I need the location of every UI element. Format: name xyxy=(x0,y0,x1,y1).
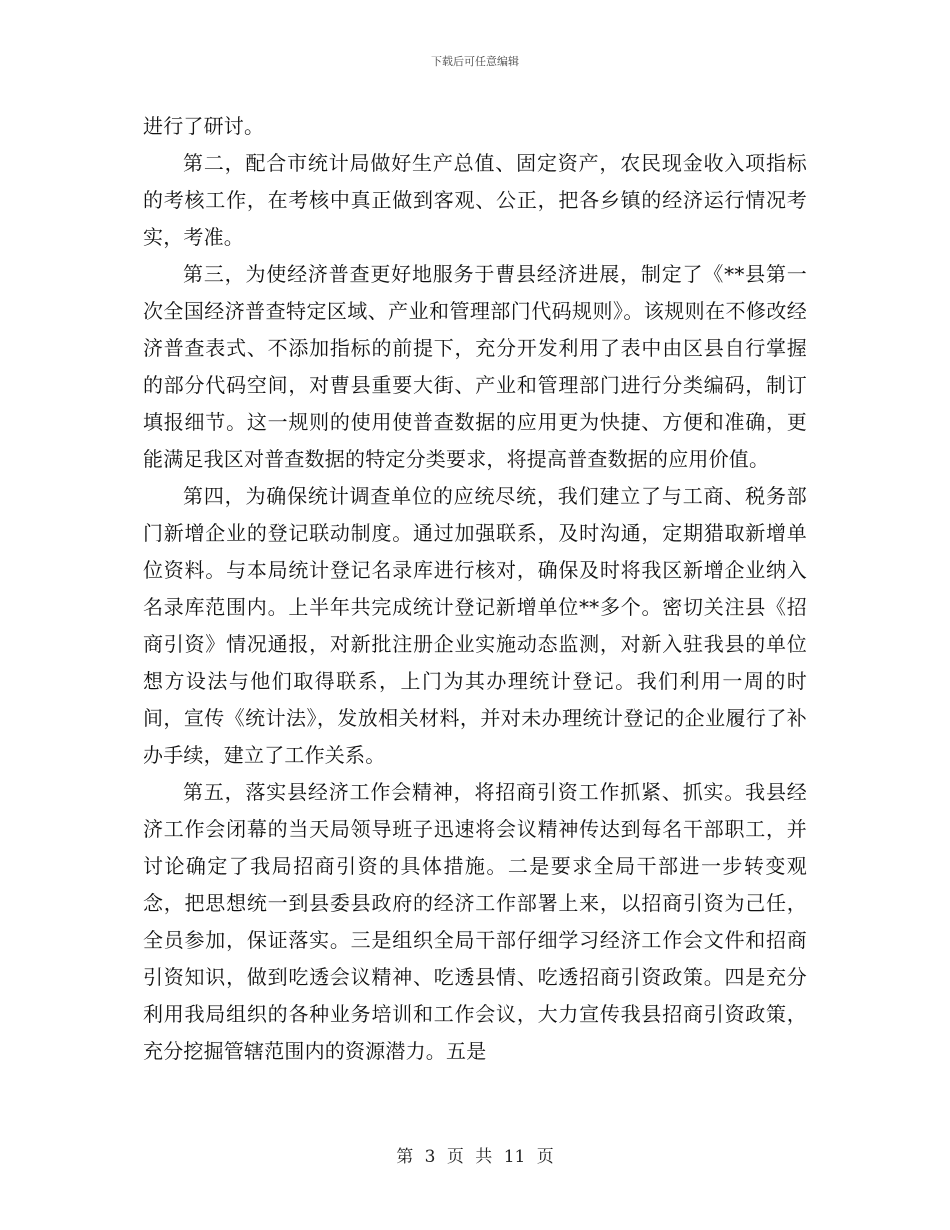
paragraph-second: 第二，配合市统计局做好生产总值、固定资产，农民现金收入项指标的考核工作，在考核中真正做到客观、公正，把各乡镇的经济运行情况考实，考准。 xyxy=(143,151,807,249)
paragraph-third: 第三，为使经济普查更好地服务于曹县经济进展，制定了《**县第一次全国经济普查特定区域、产业和管理部门代码规则》。该规则在不修改经济普查表式、不添加指标的前提下，充分开发利用了表中由区县自行掌握的部分代码空间，对曹县重要大街、产业和管理部门进行分类编码，制订填报细节。这一规则的使用使普查数据的应用更为快捷、方便和准确，更能满足我区对普查数据的特定分类要求，将提高普查数据的应用价值。 xyxy=(143,262,807,471)
paragraph-continuation: 进行了研讨。 xyxy=(143,114,265,138)
paragraph-fifth: 第五，落实县经济工作会精神，将招商引资工作抓紧、抓实。我县经济工作会闭幕的当天局领导班子迅速将会议精神传达到每名干部职工，并讨论确定了我局招商引资的具体措施。二是要求全局干部进一步转变观念，把思想统一到县委县政府的经济工作部署上来，以招商引资为己任，全员参加，保证落实。三是组织全局干部仔细学习经济工作会文件和招商引资知识，做到吃透会议精神、吃透县情、吃透招商引资政策。四是充分利用我局组织的各种业务培训和工作会议，大力宣传我县招商引资政策，充分挖掘管辖范围内的资源潜力。五是 xyxy=(143,780,807,1063)
paragraph-fourth: 第四，为确保统计调查单位的应统尽统，我们建立了与工商、税务部门新增企业的登记联动制度。通过加强联系，及时沟通，定期猎取新增单位资料。与本局统计登记名录库进行核对，确保及时将我区新增企业纳入名录库范围内。上半年共完成统计登记新增单位**多个。密切关注县《招商引资》情况通报，对新批注册企业实施动态监测，对新入驻我县的单位想方设法与他们取得联系，上门为其办理统计登记。我们利用一周的时间，宣传《统计法》，发放相关材料，并对未办理统计登记的企业履行了补办手续，建立了工作关系。 xyxy=(143,484,807,767)
document-body xyxy=(143,108,807,1070)
page-number-footer: 第 3 页 共 11 页 xyxy=(396,1147,554,1167)
page-header: 下载后可任意编辑 xyxy=(431,55,519,68)
